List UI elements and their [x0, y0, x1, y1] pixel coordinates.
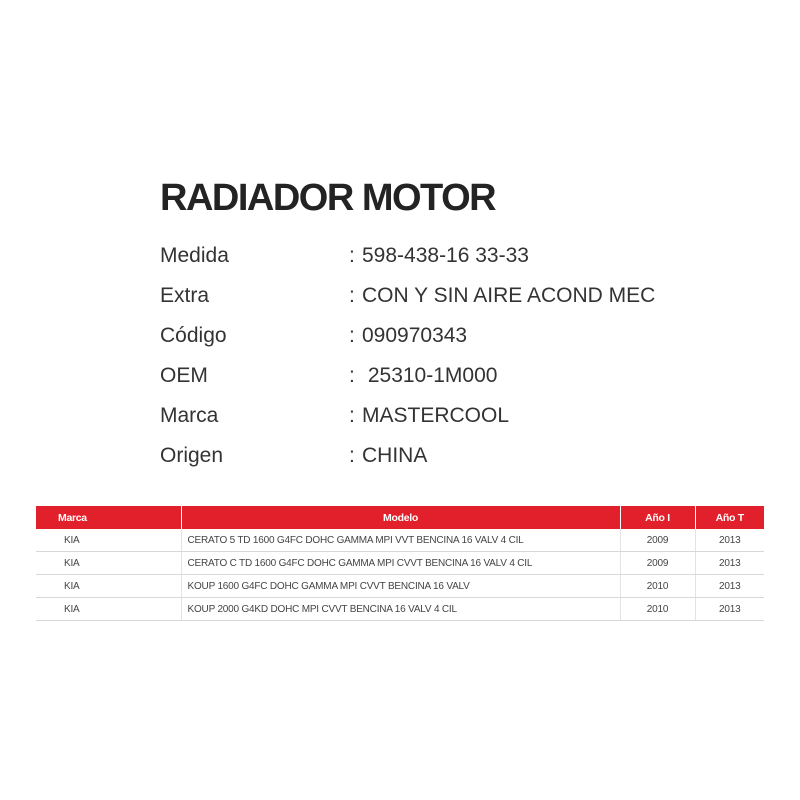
spec-separator: : — [349, 364, 355, 387]
spec-value: CHINA — [362, 444, 428, 467]
spec-value: 090970343 — [362, 324, 468, 347]
table-row — [36, 598, 764, 621]
table-header-row — [36, 506, 764, 529]
spec-value: 25310-1M000 — [362, 364, 498, 387]
spec-label: OEM — [160, 364, 208, 387]
cell-marca: KIA — [36, 575, 181, 598]
table-row — [36, 552, 764, 575]
cell-anio-inicio: 2010 — [620, 575, 695, 598]
cell-modelo: KOUP 1600 G4FC DOHC GAMMA MPI CVVT BENCINA 16 VALV — [181, 575, 620, 598]
spec-value: MASTERCOOL — [362, 404, 510, 427]
cell-anio-termino: 2013 — [695, 552, 764, 575]
spec-separator: : — [349, 324, 355, 347]
column-header-anio-termino: Año T — [695, 506, 764, 529]
column-header-marca: Marca — [36, 506, 181, 529]
spec-value: 598-438-16 33-33 — [362, 244, 529, 267]
table-row — [36, 529, 764, 552]
cell-modelo: CERATO C TD 1600 G4FC DOHC GAMMA MPI CVVT BENCINA 16 VALV 4 CIL — [181, 552, 620, 575]
cell-anio-inicio: 2009 — [620, 552, 695, 575]
compatibility-table — [36, 506, 764, 621]
spec-separator: : — [349, 284, 355, 307]
spec-label: Marca — [160, 404, 219, 427]
spec-label: Origen — [160, 444, 224, 467]
spec-value: CON Y SIN AIRE ACOND MEC — [362, 284, 656, 307]
spec-separator: : — [349, 404, 355, 427]
cell-modelo: CERATO 5 TD 1600 G4FC DOHC GAMMA MPI VVT BENCINA 16 VALV 4 CIL — [181, 529, 620, 552]
spec-label: Extra — [160, 284, 210, 307]
spec-label: Código — [160, 324, 227, 347]
cell-modelo: KOUP 2000 G4KD DOHC MPI CVVT BENCINA 16 VALV 4 CIL — [181, 598, 620, 621]
table-row — [36, 575, 764, 598]
column-header-anio-inicio: Año I — [620, 506, 695, 529]
cell-anio-termino: 2013 — [695, 529, 764, 552]
cell-anio-inicio: 2010 — [620, 598, 695, 621]
column-header-modelo: Modelo — [181, 506, 620, 529]
product-title: RADIADOR MOTOR — [160, 177, 496, 219]
cell-anio-inicio: 2009 — [620, 529, 695, 552]
cell-marca: KIA — [36, 552, 181, 575]
cell-anio-termino: 2013 — [695, 598, 764, 621]
cell-anio-termino: 2013 — [695, 575, 764, 598]
spec-separator: : — [349, 244, 355, 267]
spec-label: Medida — [160, 244, 229, 267]
cell-marca: KIA — [36, 598, 181, 621]
cell-marca: KIA — [36, 529, 181, 552]
spec-separator: : — [349, 444, 355, 467]
